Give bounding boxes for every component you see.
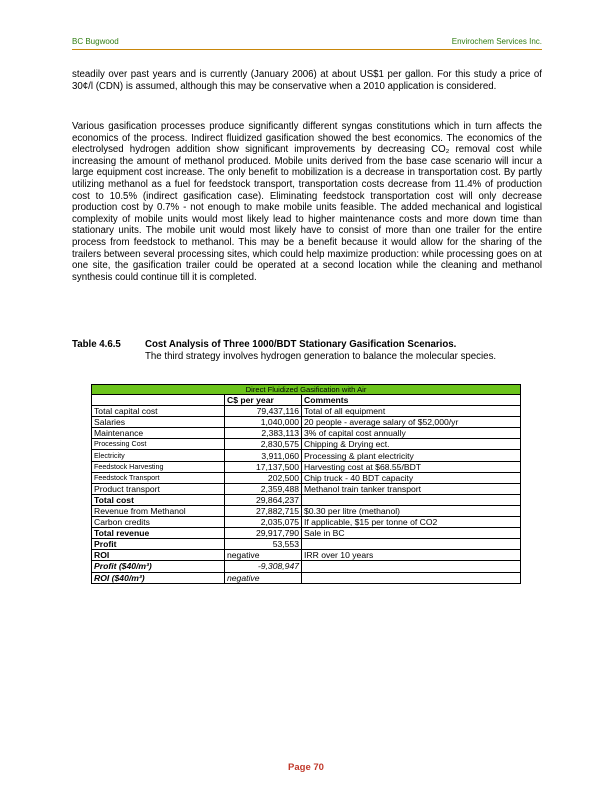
- table-subtitle: The third strategy involves hydrogen generation to balance the molecular species.: [145, 351, 497, 362]
- table-banner: Direct Fluidized Gasification with Air: [92, 385, 521, 395]
- table-row: [92, 450, 521, 461]
- row-label: Maintenance: [92, 428, 225, 439]
- row-value: 79,437,116: [225, 406, 302, 417]
- cost-analysis-table: [91, 384, 521, 584]
- row-label: Feedstock Transport: [92, 472, 225, 483]
- row-comment: [302, 494, 521, 505]
- page-header: [72, 33, 542, 50]
- row-value: 17,137,500: [225, 461, 302, 472]
- table-row: [92, 561, 521, 572]
- paragraph-1: steadily over past years and is currently (January 2006) at about US$1 per gallon. For this study a price of 30¢/l (CDN) is assumed, although this may be conservative when a 2010 application is considered.: [72, 69, 542, 92]
- table-banner-row: [92, 385, 521, 395]
- row-label: Profit ($40/m³): [92, 561, 225, 572]
- row-label: Electricity: [92, 450, 225, 461]
- row-label: Profit: [92, 539, 225, 550]
- row-comment: [302, 561, 521, 572]
- table-row: [92, 417, 521, 428]
- row-comment: IRR over 10 years: [302, 550, 521, 561]
- row-label: Salaries: [92, 417, 225, 428]
- table-row: [92, 472, 521, 483]
- table-row: [92, 572, 521, 583]
- table-row: [92, 461, 521, 472]
- table-header-value: C$ per year: [225, 395, 302, 406]
- row-label: ROI: [92, 550, 225, 561]
- row-value: 2,035,075: [225, 517, 302, 528]
- row-label: ROI ($40/m³): [92, 572, 225, 583]
- row-label: Revenue from Methanol: [92, 505, 225, 516]
- row-value: 27,882,715: [225, 505, 302, 516]
- row-value: 3,911,060: [225, 450, 302, 461]
- row-label: Carbon credits: [92, 517, 225, 528]
- row-comment: [302, 572, 521, 583]
- row-value: 53,553: [225, 539, 302, 550]
- table-row: [92, 483, 521, 494]
- row-comment: Processing & plant electricity: [302, 450, 521, 461]
- row-comment: $0.30 per litre (methanol): [302, 505, 521, 516]
- table-number: Table 4.6.5: [72, 339, 121, 350]
- row-label: Feedstock Harvesting: [92, 461, 225, 472]
- row-comment: 3% of capital cost annually: [302, 428, 521, 439]
- row-value: 2,830,575: [225, 439, 302, 450]
- header-left-title: BC Bugwood: [72, 37, 119, 46]
- row-comment: Chip truck - 40 BDT capacity: [302, 472, 521, 483]
- table-row: [92, 505, 521, 516]
- row-comment: Methanol train tanker transport: [302, 483, 521, 494]
- row-value: 1,040,000: [225, 417, 302, 428]
- row-value: 29,917,790: [225, 528, 302, 539]
- table-row: [92, 517, 521, 528]
- row-label: Product transport: [92, 483, 225, 494]
- row-comment: [302, 539, 521, 550]
- table-row: [92, 439, 521, 450]
- row-value: 2,359,488: [225, 483, 302, 494]
- header-right-company: Envirochem Services Inc.: [451, 37, 542, 46]
- table-row: [92, 428, 521, 439]
- row-comment: 20 people - average salary of $52,000/yr: [302, 417, 521, 428]
- table-row: [92, 539, 521, 550]
- table-header-label: [92, 395, 225, 406]
- row-value: negative: [225, 572, 302, 583]
- table-row: [92, 550, 521, 561]
- row-label: Total revenue: [92, 528, 225, 539]
- row-comment: Chipping & Drying ect.: [302, 439, 521, 450]
- table-header-comments: Comments: [302, 395, 521, 406]
- page-number: Page 70: [288, 762, 324, 773]
- row-value: 202,500: [225, 472, 302, 483]
- table-title: Cost Analysis of Three 1000/BDT Stationary Gasification Scenarios.: [145, 339, 457, 350]
- row-value: 29,864,237: [225, 494, 302, 505]
- row-comment: Total of all equipment: [302, 406, 521, 417]
- row-comment: Sale in BC: [302, 528, 521, 539]
- table-row: [92, 494, 521, 505]
- table-row: [92, 528, 521, 539]
- row-value: 2,383,113: [225, 428, 302, 439]
- row-label: Total cost: [92, 494, 225, 505]
- table-row: [92, 406, 521, 417]
- row-label: Processing Cost: [92, 439, 225, 450]
- row-value: -9,308,947: [225, 561, 302, 572]
- row-value: negative: [225, 550, 302, 561]
- paragraph-2: Various gasification processes produce significantly different syngas constitutions which in turn affects the economics of the process. Indirect fluidized gasification showed the best economics. The economics of the electrolysed hydrogen addition show significant improvements by decreasing CO₂ removal cost while increasing the amount of methanol produced. Mobile units derived from the base case scenario will incur a large equipment cost increase. The only benefit to mobilization is a decrease in transportation cost. By partly utilizing methanol as a fuel for feedstock transport, transportation costs decrease from 11.4% of production cost to 10.5% (indirect gasification case). Eliminating feedstock transportation cost will only decrease production cost by 0.7% - not enough to make mobile units feasible. The added mechanical and logistical complexity of mobile units would most likely lead to higher maintenance costs and more down time than stationary units. The mobile unit would most likely have to consist of more than one trailer for the entire process from feedstock to methanol. This may be a benefit because it would allow for the sharing of the trailers between several processing sites, which could help maximize production: while processing goes on at one site, the gasification trailer could be operated at a second location while the cleaning and methanol synthesis could continue till it is completed.: [72, 121, 542, 283]
- table-header-row: [92, 395, 521, 406]
- row-comment: If applicable, $15 per tonne of CO2: [302, 517, 521, 528]
- row-comment: Harvesting cost at $68.55/BDT: [302, 461, 521, 472]
- row-label: Total capital cost: [92, 406, 225, 417]
